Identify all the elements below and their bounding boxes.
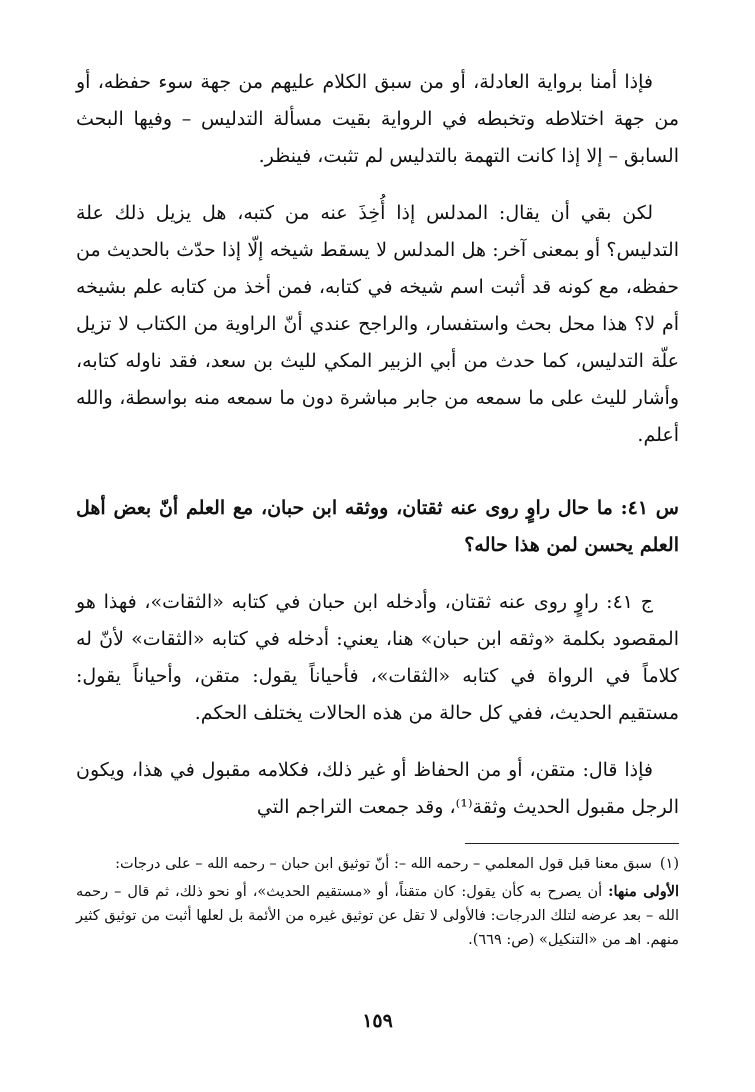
page-number: ١٥٩ bbox=[362, 1010, 393, 1032]
question-41: س ٤١: ما حال راوٍ روى عنه ثقتان، ووثقه ابن حبان، مع العلم أنّ بعض أهل العلم يحسن لمن هذا حاله؟ bbox=[76, 497, 679, 556]
paragraph-1: فإذا أمنا برواية العادلة، أو من سبق الكلام عليهم من جهة سوء حفظه، أو من جهة اختلاطه وتخبطه في الرواية بقيت مسألة التدليس – وفيها البحث السابق – إلا إذا كانت التهمة بالتدليس لم تثبت، فينظر. bbox=[76, 71, 679, 167]
paragraph-2: لكن بقي أن يقال: المدلس إذا أُخِذَ عنه من كتبه، هل يزيل ذلك علة التدليس؟ أو بمعنى آخر: هل المدلس لا يسقط شيخه إلّا إذا حدّث بالحديث من حفظه، مع كونه قد أثبت اسم شيخه في كتابه، فمن أخذ من كتابه علم بشيخه أم لا؟ هذا محل بحث واستفسار، والراجح عندي أنّ الراوية من الكتاب لا تزيل علّة التدليس، كما حدث من أبي الزبير المكي لليث بن سعد، فقد ناوله كتابه، وأشار لليث على ما سمعه من جابر مباشرة دون ما سمعه منه بواسطة، والله أعلم. bbox=[76, 202, 679, 446]
footnote-body: أن يصرح به كأن يقول: كان متقناً، أو «مستقيم الحديث»، أو نحو ذلك، ثم قال – رحمه الله – بعد عرضه لتلك الدرجات: فالأولى لا تقل عن توثيق غيره من الأئمة بل لعلها أثبت من توثيق كثير منهم. اهـ من «التنكيل» (ص: ٦٦٩). bbox=[76, 884, 679, 948]
footnote-continuation bbox=[76, 880, 679, 952]
paragraph-4: فإذا قال: متقن، أو من الحفاظ أو غير ذلك، فكلامه مقبول في هذا، ويكون الرجل مقبول الحديث وثقة⁽¹⁾، وقد جمعت التراجم التي bbox=[76, 759, 679, 818]
main-text bbox=[76, 64, 679, 826]
footnote-number: (١) bbox=[659, 856, 679, 872]
footnotes bbox=[76, 852, 679, 952]
footnote-text: سبق معنا قبل قول المعلمي – رحمه الله –: أنّ توثيق ابن حبان – رحمه الله – على درجات: bbox=[115, 856, 652, 872]
footnote-label: الأولى منها: bbox=[608, 883, 679, 900]
answer-41: ج ٤١: راوٍ روى عنه ثقتان، وأدخله ابن حبان في كتابه «الثقات»، فهذا هو المقصود بكلمة «وثقه ابن حبان» هنا، يعني: أدخله في كتابه «الثقات» لأنّ له كلاماً في الرواة في كتابه «الثقات»، فأحياناً يقول: متقن، وأحياناً يقول: مستقيم الحديث، ففي كل حالة من هذه الحالات يختلف الحكم. bbox=[76, 591, 679, 724]
footnote-divider bbox=[465, 843, 679, 844]
footnote-1 bbox=[76, 852, 679, 876]
